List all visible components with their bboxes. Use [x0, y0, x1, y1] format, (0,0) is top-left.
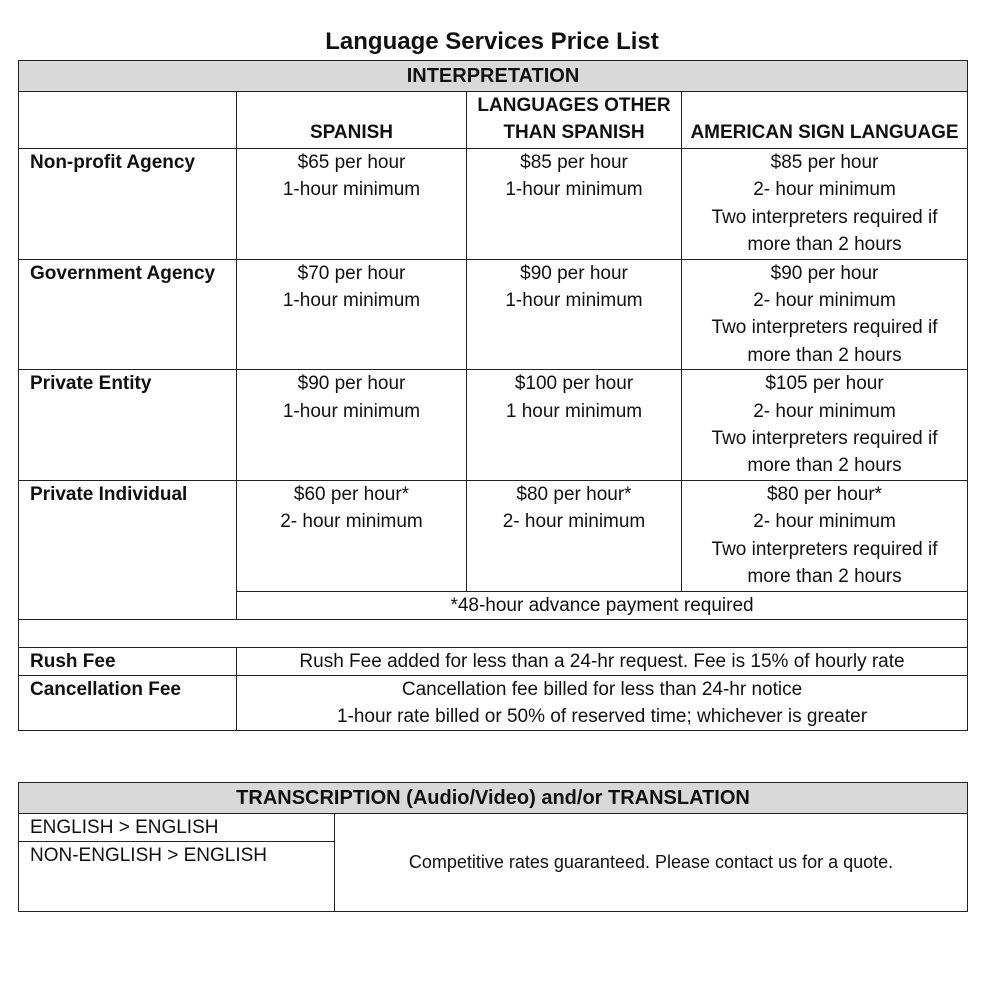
column-header-spanish: SPANISH — [237, 92, 467, 149]
transcription-heading: TRANSCRIPTION (Audio/Video) and/or TRANSLATION — [19, 783, 968, 814]
transcription-item: ENGLISH > ENGLISH — [19, 814, 335, 842]
price-cell: $65 per hour 1-hour minimum — [237, 149, 467, 260]
table-row — [19, 480, 968, 591]
rush-fee-label: Rush Fee — [19, 647, 237, 675]
row-label-private-entity: Private Entity — [19, 370, 237, 481]
spacer-row — [19, 619, 968, 647]
advance-payment-note: *48-hour advance payment required — [237, 591, 968, 619]
interpretation-heading: INTERPRETATION — [19, 61, 968, 92]
price-cell: $60 per hour* 2- hour minimum — [237, 480, 467, 591]
price-cell: $100 per hour 1 hour minimum — [467, 370, 682, 481]
price-cell: $85 per hour 2- hour minimum Two interpreters required if more than 2 hours — [682, 149, 968, 260]
table-row — [19, 675, 968, 730]
price-cell: $85 per hour 1-hour minimum — [467, 149, 682, 260]
table-row — [19, 370, 968, 481]
interpretation-table — [18, 60, 968, 731]
row-label-government: Government Agency — [19, 259, 237, 370]
price-cell: $90 per hour 1-hour minimum — [237, 370, 467, 481]
price-cell: $80 per hour* 2- hour minimum — [467, 480, 682, 591]
table-row — [19, 149, 968, 260]
rush-fee-text: Rush Fee added for less than a 24-hr request. Fee is 15% of hourly rate — [237, 647, 968, 675]
transcription-item: NON-ENGLISH > ENGLISH — [19, 842, 335, 912]
column-header-asl: AMERICAN SIGN LANGUAGE — [682, 92, 968, 149]
row-label-private-individual: Private Individual — [19, 480, 237, 619]
price-cell: $90 per hour 1-hour minimum — [467, 259, 682, 370]
table-row — [19, 259, 968, 370]
corner-cell — [19, 92, 237, 149]
price-cell: $70 per hour 1-hour minimum — [237, 259, 467, 370]
page-title: Language Services Price List — [325, 28, 659, 55]
cancellation-fee-text: Cancellation fee billed for less than 24-hr notice 1-hour rate billed or 50% of reserved time; whichever is greater — [237, 675, 968, 730]
row-label-nonprofit: Non-profit Agency — [19, 149, 237, 260]
cancellation-fee-label: Cancellation Fee — [19, 675, 237, 730]
price-cell: $105 per hour 2- hour minimum Two interpreters required if more than 2 hours — [682, 370, 968, 481]
column-header-other-languages: LANGUAGES OTHER THAN SPANISH — [467, 92, 682, 149]
price-cell: $90 per hour 2- hour minimum Two interpreters required if more than 2 hours — [682, 259, 968, 370]
quote-note: Competitive rates guaranteed. Please contact us for a quote. — [335, 814, 968, 912]
price-cell: $80 per hour* 2- hour minimum Two interpreters required if more than 2 hours — [682, 480, 968, 591]
table-row — [19, 647, 968, 675]
transcription-table — [18, 782, 968, 912]
